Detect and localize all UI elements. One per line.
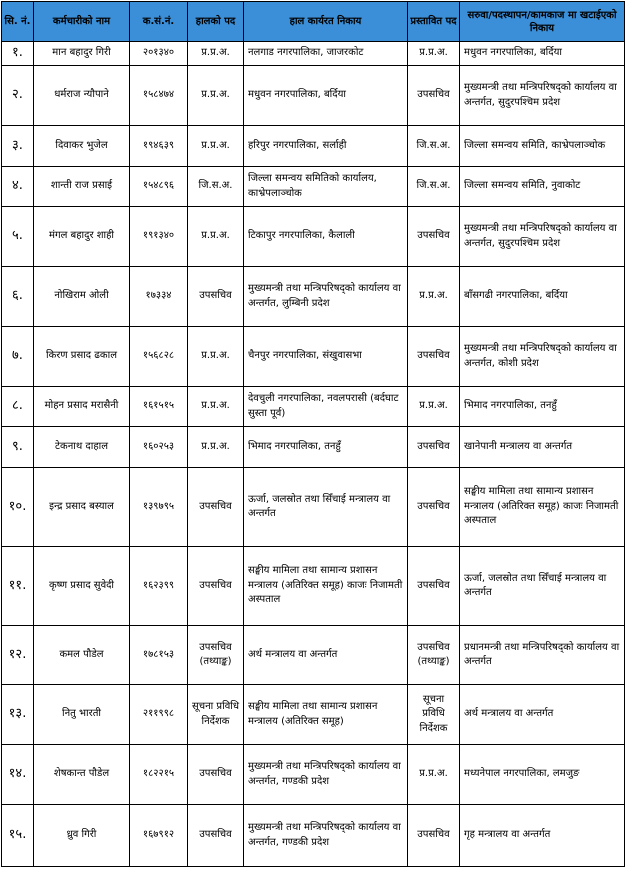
assigned-office-cell: सङ्घीय मामिला तथा सामान्य प्रशासन मन्त्रालय (अतिरिक्त समूह) काजः निजामती अस्पताल: [460, 468, 625, 547]
ksn-cell: १७३३४: [130, 267, 188, 327]
proposed-post-cell: उपसचिव: [408, 66, 460, 126]
table-row: [2, 547, 625, 626]
proposed-post-cell: जि.स.अ.: [408, 126, 460, 167]
assigned-office-cell: अर्थ मन्त्रालय वा अन्तर्गत: [460, 685, 625, 745]
ksn-cell: १५४८९६: [130, 167, 188, 207]
name-cell: नितु भारती: [34, 685, 130, 745]
ksn-cell: १५६८२८: [130, 327, 188, 387]
ksn-cell: १६२३९९: [130, 547, 188, 626]
name-cell: ध्रुव गिरी: [34, 805, 130, 867]
current-office-cell: मुख्यमन्त्री तथा मन्त्रिपरिषद्को कार्यालय वा अन्तर्गत, लुम्बिनी प्रदेश: [244, 267, 408, 327]
table-row: [2, 267, 625, 327]
header-name: कर्मचारीको नाम: [34, 2, 130, 42]
current-office-cell: भिमाद नगरपालिका, तनहुँ: [244, 427, 408, 468]
proposed-post-cell: उपसचिव: [408, 547, 460, 626]
post-cell: उपसचिव: [188, 468, 244, 547]
assigned-office-cell: खानेपानी मन्त्रालय वा अन्तर्गत: [460, 427, 625, 468]
ksn-cell: १६१५१५: [130, 387, 188, 427]
table-row: [2, 126, 625, 167]
table-row: [2, 167, 625, 207]
name-cell: टेकनाथ दाहाल: [34, 427, 130, 468]
ksn-cell: १८२२१५: [130, 745, 188, 805]
proposed-post-cell: उपसचिव: [408, 327, 460, 387]
table-row: [2, 805, 625, 867]
post-cell: उपसचिव: [188, 805, 244, 867]
assigned-office-cell: ऊर्जा, जलस्रोत तथा सिँचाई मन्त्रालय वा अन्तर्गत: [460, 547, 625, 626]
current-office-cell: चैनपुर नगरपालिका, संखुवासभा: [244, 327, 408, 387]
header-assigned-office: सरुवा/पदस्थापन/कामकाज मा खटाईएको निकाय: [460, 2, 625, 42]
post-cell: उपसचिव: [188, 745, 244, 805]
post-cell: उपसचिव: [188, 267, 244, 327]
ksn-cell: २११९९८: [130, 685, 188, 745]
proposed-post-cell: उपसचिव: [408, 427, 460, 468]
serial-cell: ६.: [2, 267, 34, 327]
header-serial: सि. नं.: [2, 2, 34, 42]
table-row: [2, 207, 625, 267]
name-cell: मान बहादुर गिरी: [34, 42, 130, 66]
header-current-post: हालको पद: [188, 2, 244, 42]
post-cell: प्र.प्र.अ.: [188, 66, 244, 126]
current-office-cell: मधुवन नगरपालिका, बर्दिया: [244, 66, 408, 126]
post-cell: जि.स.अ.: [188, 167, 244, 207]
post-cell: उपसचिव (तथ्याङ्क): [188, 626, 244, 685]
serial-cell: ५.: [2, 207, 34, 267]
table-row: [2, 685, 625, 745]
ksn-cell: १६७९१२: [130, 805, 188, 867]
proposed-post-cell: प्र.प्र.अ.: [408, 387, 460, 427]
table-row: [2, 387, 625, 427]
ksn-cell: १७८१५३: [130, 626, 188, 685]
table-row: [2, 427, 625, 468]
header-ksn: क.सं.नं.: [130, 2, 188, 42]
assigned-office-cell: प्रधानमन्त्री तथा मन्त्रिपरिषद्को कार्यालय वा अन्तर्गत: [460, 626, 625, 685]
assigned-office-cell: मध्यनेपाल नगरपालिका, लमजुङ: [460, 745, 625, 805]
table-row: [2, 66, 625, 126]
serial-cell: २.: [2, 66, 34, 126]
current-office-cell: ऊर्जा, जलस्रोत तथा सिँचाई मन्त्रालय वा अन्तर्गत: [244, 468, 408, 547]
serial-cell: १३.: [2, 685, 34, 745]
post-cell: प्र.प्र.अ.: [188, 42, 244, 66]
name-cell: कृष्ण प्रसाद सुवेदी: [34, 547, 130, 626]
ksn-cell: १५८४७४: [130, 66, 188, 126]
proposed-post-cell: प्र.प्र.अ.: [408, 42, 460, 66]
serial-cell: ७.: [2, 327, 34, 387]
current-office-cell: सङ्घीय मामिला तथा सामान्य प्रशासन मन्त्रालय (अतिरिक्त समूह) काजः निजामती अस्पताल: [244, 547, 408, 626]
current-office-cell: हरिपुर नगरपालिका, सर्लाही: [244, 126, 408, 167]
name-cell: नोखिराम ओली: [34, 267, 130, 327]
post-cell: प्र.प्र.अ.: [188, 207, 244, 267]
name-cell: मंगल बहादुर शाही: [34, 207, 130, 267]
table-row: [2, 327, 625, 387]
assigned-office-cell: मुख्यमन्त्री तथा मन्त्रिपरिषद्को कार्यालय वा अन्तर्गत, सुदुरपश्चिम प्रदेश: [460, 66, 625, 126]
current-office-cell: देवचुली नगरपालिका, नवलपरासी (बर्दघाट सुस्ता पूर्व): [244, 387, 408, 427]
name-cell: धर्मराज न्यौपाने: [34, 66, 130, 126]
name-cell: शान्ती राज प्रसाई: [34, 167, 130, 207]
current-office-cell: नलगाड नगरपालिका, जाजरकोट: [244, 42, 408, 66]
serial-cell: १४.: [2, 745, 34, 805]
assigned-office-cell: जिल्ला समन्वय समिति, काभ्रेपलाञ्चोक: [460, 126, 625, 167]
assigned-office-cell: मुख्यमन्त्री तथा मन्त्रिपरिषद्को कार्यालय वा अन्तर्गत, सुदुरपश्चिम प्रदेश: [460, 207, 625, 267]
name-cell: दिवाकर भुजेल: [34, 126, 130, 167]
name-cell: किरण प्रसाद ढकाल: [34, 327, 130, 387]
post-cell: सूचना प्रविधि निर्देशक: [188, 685, 244, 745]
table-row: [2, 468, 625, 547]
table-row: [2, 42, 625, 66]
current-office-cell: सङ्घीय मामिला तथा सामान्य प्रशासन मन्त्रालय (अतिरिक्त समूह): [244, 685, 408, 745]
assigned-office-cell: जिल्ला समन्वय समिति, नुवाकोट: [460, 167, 625, 207]
serial-cell: ३.: [2, 126, 34, 167]
assigned-office-cell: मुख्यमन्त्री तथा मन्त्रिपरिषद्को कार्यालय वा अन्तर्गत, कोशी प्रदेश: [460, 327, 625, 387]
proposed-post-cell: उपसचिव (तथ्याङ्क): [408, 626, 460, 685]
ksn-cell: १६०२५३: [130, 427, 188, 468]
table-row: [2, 745, 625, 805]
assigned-office-cell: बाँसगढी नगरपालिका, बर्दिया: [460, 267, 625, 327]
ksn-cell: २०१३४०: [130, 42, 188, 66]
proposed-post-cell: प्र.प्र.अ.: [408, 745, 460, 805]
current-office-cell: अर्थ मन्त्रालय वा अन्तर्गत: [244, 626, 408, 685]
table-row: [2, 626, 625, 685]
name-cell: शेषकान्त पौडेल: [34, 745, 130, 805]
ksn-cell: १९१३४०: [130, 207, 188, 267]
assigned-office-cell: गृह मन्त्रालय वा अन्तर्गत: [460, 805, 625, 867]
name-cell: कमल पौडेल: [34, 626, 130, 685]
assigned-office-cell: मधुवन नगरपालिका, बर्दिया: [460, 42, 625, 66]
serial-cell: १५.: [2, 805, 34, 867]
current-office-cell: टिकापुर नगरपालिका, कैलाली: [244, 207, 408, 267]
header-current-office: हाल कार्यरत निकाय: [244, 2, 408, 42]
current-office-cell: मुख्यमन्त्री तथा मन्त्रिपरिषद्को कार्यालय वा अन्तर्गत, गण्डकी प्रदेश: [244, 805, 408, 867]
name-cell: मोहन प्रसाद मरासैनी: [34, 387, 130, 427]
post-cell: प्र.प्र.अ.: [188, 126, 244, 167]
post-cell: प्र.प्र.अ.: [188, 327, 244, 387]
serial-cell: ८.: [2, 387, 34, 427]
proposed-post-cell: सूचना प्रविधि निर्देशक: [408, 685, 460, 745]
proposed-post-cell: उपसचिव: [408, 207, 460, 267]
post-cell: प्र.प्र.अ.: [188, 387, 244, 427]
ksn-cell: १९४६३९: [130, 126, 188, 167]
ksn-cell: १३९७९५: [130, 468, 188, 547]
current-office-cell: मुख्यमन्त्री तथा मन्त्रिपरिषद्को कार्यालय वा अन्तर्गत, गण्डकी प्रदेश: [244, 745, 408, 805]
proposed-post-cell: उपसचिव: [408, 805, 460, 867]
post-cell: प्र.प्र.अ.: [188, 427, 244, 468]
current-office-cell: जिल्ला समन्वय समितिको कार्यालय, काभ्रेपलाञ्चोक: [244, 167, 408, 207]
transfer-table: [1, 1, 625, 867]
header-proposed-post: प्रस्तावित पद: [408, 2, 460, 42]
name-cell: इन्द्र प्रसाद बस्याल: [34, 468, 130, 547]
serial-cell: ४.: [2, 167, 34, 207]
proposed-post-cell: जि.स.अ.: [408, 167, 460, 207]
serial-cell: ११.: [2, 547, 34, 626]
serial-cell: १.: [2, 42, 34, 66]
table-header-row: [2, 2, 625, 42]
serial-cell: १२.: [2, 626, 34, 685]
assigned-office-cell: भिमाद नगरपालिका, तनहुँ: [460, 387, 625, 427]
serial-cell: ९.: [2, 427, 34, 468]
proposed-post-cell: प्र.प्र.अ.: [408, 267, 460, 327]
post-cell: उपसचिव: [188, 547, 244, 626]
proposed-post-cell: उपसचिव: [408, 468, 460, 547]
serial-cell: १०.: [2, 468, 34, 547]
